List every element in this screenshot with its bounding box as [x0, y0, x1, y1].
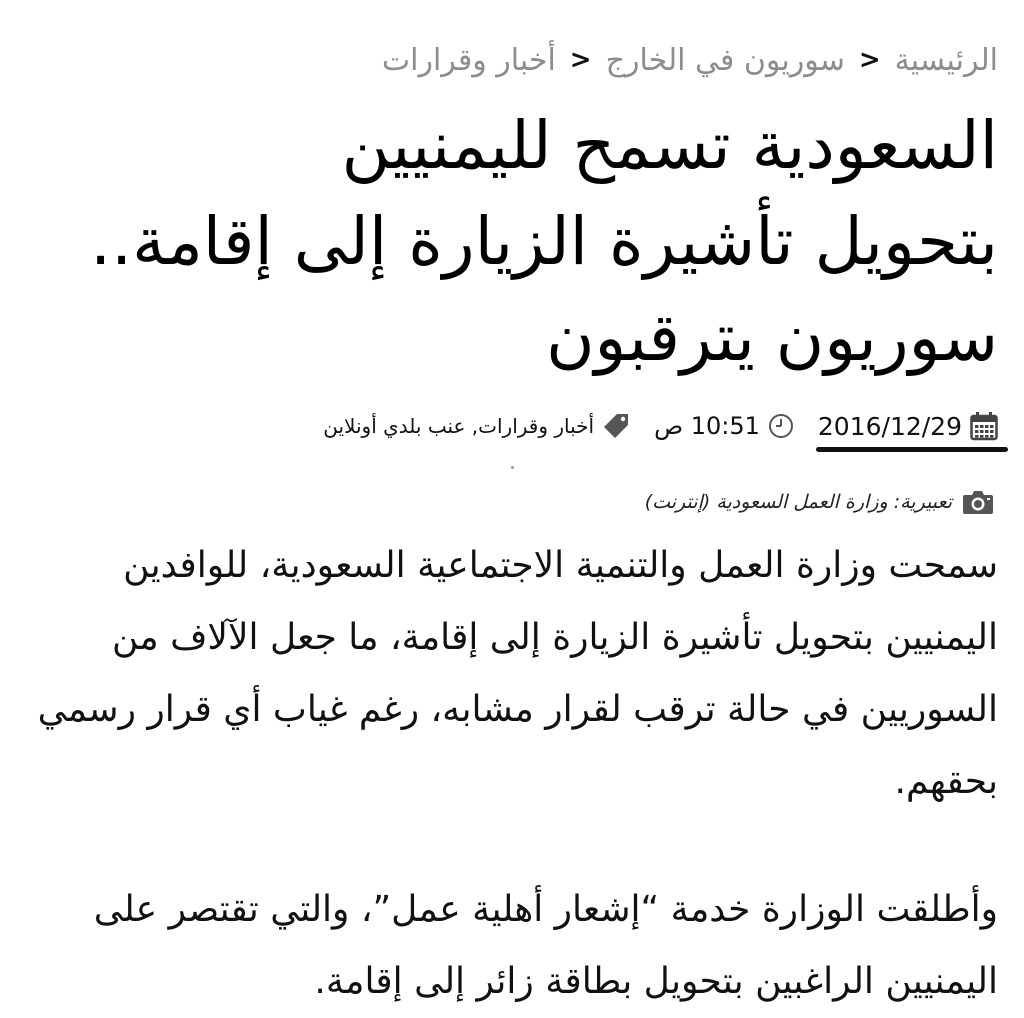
paragraph [38, 530, 998, 818]
paragraph-line: اليمنيين الراغبين بتحويل بطاقة زائر إلى إقامة. [314, 961, 998, 1002]
paragraph-line: بحقهم. [894, 761, 998, 802]
breadcrumb-section-link[interactable]: سوريون في الخارج [605, 42, 845, 78]
meta-time-text: 10:51 ص [654, 412, 760, 440]
breadcrumb-category-link[interactable]: أخبار وقرارات [381, 42, 556, 78]
article-title-line: بتحويل تأشيرة الزيارة إلى إقامة.. [90, 203, 998, 280]
paragraph [38, 874, 998, 1018]
paragraph-line: سمحت وزارة العمل والتنمية الاجتماعية السعودية، للوافدين [123, 545, 998, 586]
image-caption [645, 484, 994, 520]
paragraph-line: وأطلقت الوزارة خدمة “إشعار أهلية عمل”، والتي تقتصر على [93, 889, 998, 930]
tag-icon [602, 412, 630, 440]
article-body [38, 530, 998, 1018]
meta-date [818, 411, 998, 441]
article-title-line: سوريون يترقبون [546, 299, 998, 376]
handwritten-underline [816, 447, 1008, 452]
article-title [18, 98, 998, 386]
clock-icon [768, 413, 794, 439]
calendar-icon [970, 411, 998, 441]
meta-categories [323, 412, 630, 440]
breadcrumb [382, 38, 998, 82]
decorative-dot [511, 466, 514, 469]
meta-time [654, 412, 794, 440]
article-title-line: السعودية تسمح لليمنيين [341, 107, 998, 184]
meta-categories-text[interactable]: أخبار وقرارات, عنب بلدي أونلاين [323, 414, 595, 438]
camera-icon [962, 489, 994, 515]
article-meta [323, 404, 998, 448]
paragraph-line: اليمنيين بتحويل تأشيرة الزيارة إلى إقامة، ما جعل الآلاف من [111, 617, 998, 658]
caption-text: تعبيرية: وزارة العمل السعودية (إنترنت) [644, 491, 952, 513]
breadcrumb-separator: < [569, 45, 592, 75]
meta-date-text: 2016/12/29 [817, 411, 962, 441]
breadcrumb-separator: < [858, 45, 881, 75]
breadcrumb-home-link[interactable]: الرئيسية [894, 42, 998, 78]
paragraph-line: السوريين في حالة ترقب لقرار مشابه، رغم غياب أي قرار رسمي [37, 689, 998, 730]
